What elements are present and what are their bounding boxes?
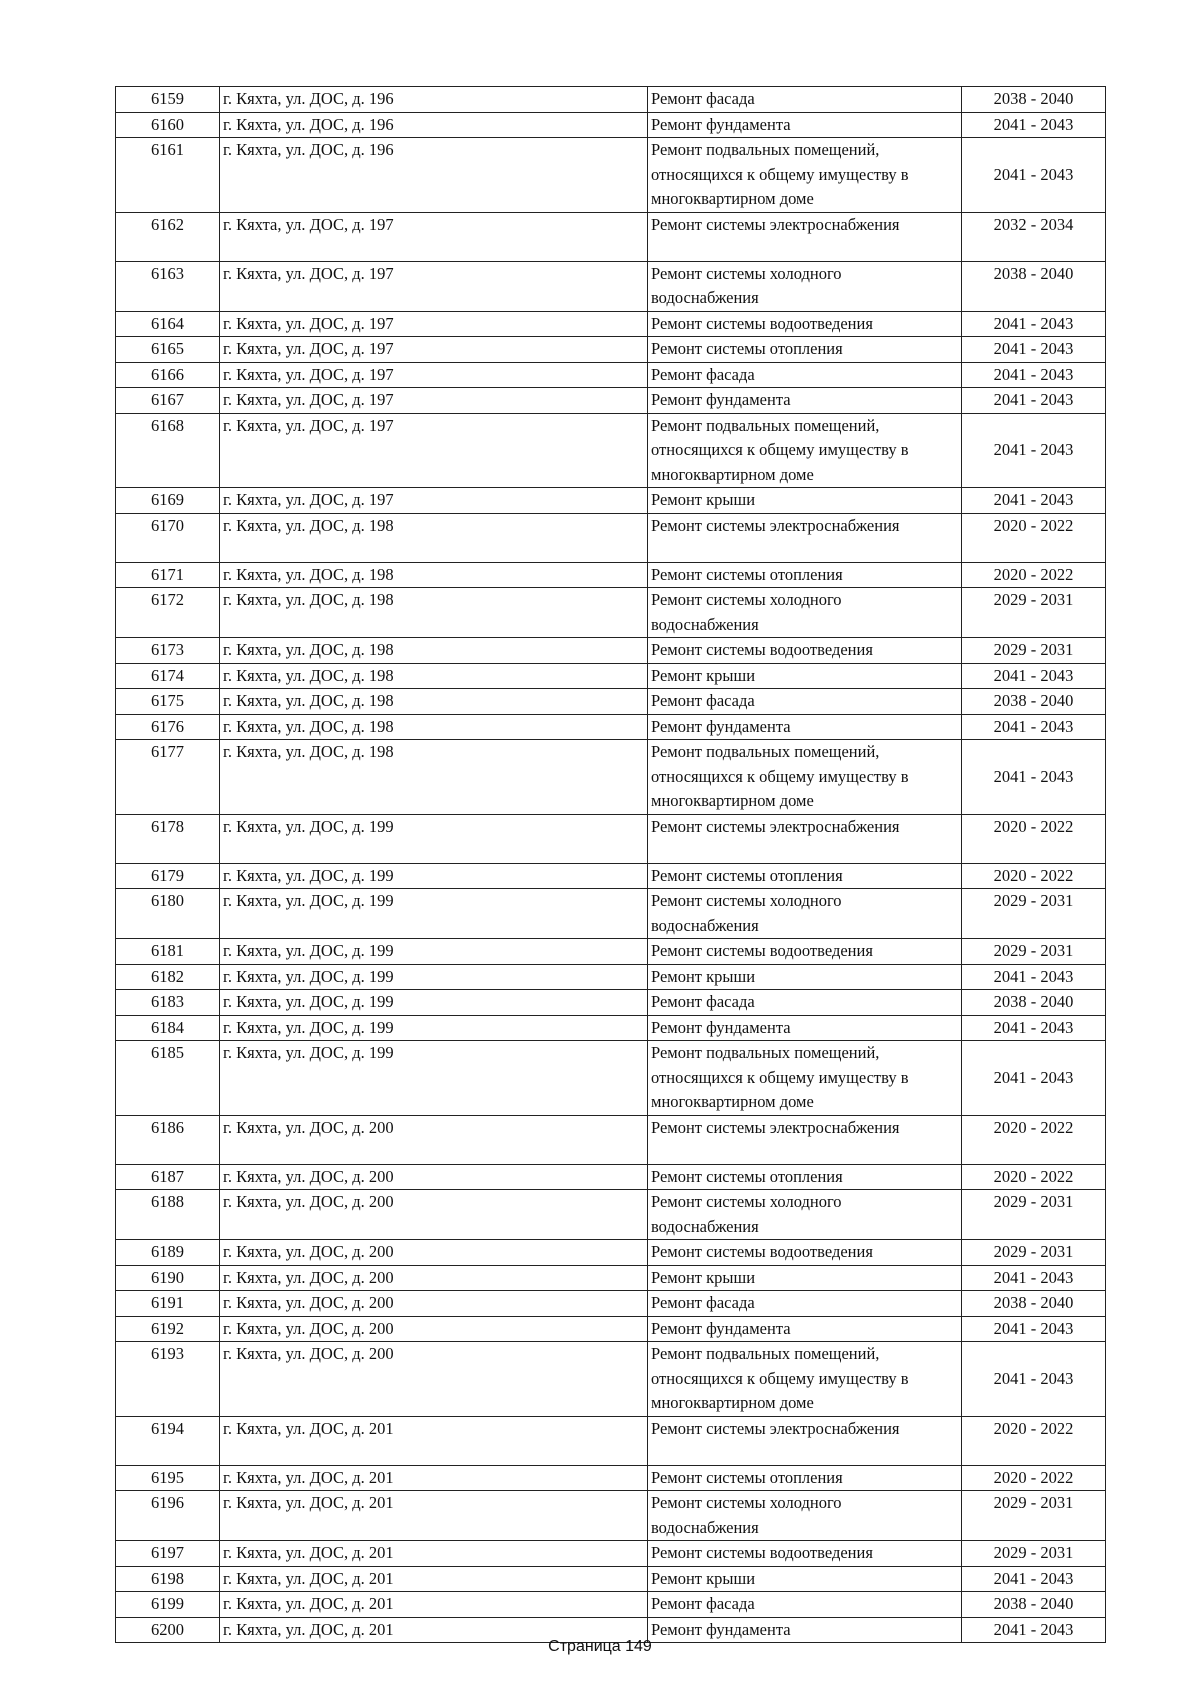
work-type-line: Ремонт системы водоотведения: [651, 640, 873, 659]
row-period: 2038 - 2040: [962, 87, 1106, 113]
row-work-type: [648, 1015, 962, 1041]
row-period: 2038 - 2040: [962, 1291, 1106, 1317]
table-row: [116, 1164, 1106, 1190]
row-work-type: [648, 1041, 962, 1116]
work-type-line: Ремонт крыши: [651, 1267, 756, 1287]
row-address: г. Кяхта, ул. ДОС, д. 200: [220, 1342, 648, 1417]
work-type-line: Ремонт системы водоотведения: [651, 1242, 873, 1261]
work-type-line: водоснабжения: [651, 614, 759, 634]
row-address: г. Кяхта, ул. ДОС, д. 197: [220, 311, 648, 337]
work-type-line: Ремонт системы холодного: [651, 263, 842, 283]
table-row: [116, 964, 1106, 990]
row-address: г. Кяхта, ул. ДОС, д. 196: [220, 112, 648, 138]
row-address: г. Кяхта, ул. ДОС, д. 197: [220, 212, 648, 261]
table-row: [116, 1592, 1106, 1618]
row-address: г. Кяхта, ул. ДОС, д. 200: [220, 1164, 648, 1190]
row-address: г. Кяхта, ул. ДОС, д. 201: [220, 1592, 648, 1618]
table-row: [116, 1491, 1106, 1541]
row-work-type: [648, 1491, 962, 1541]
table-row: [116, 87, 1106, 113]
row-number: 6191: [116, 1291, 220, 1317]
row-period: 2041 - 2043: [962, 964, 1106, 990]
work-type-line: Ремонт системы электроснабжения: [651, 214, 900, 234]
work-type-line: многоквартирном доме: [651, 464, 814, 484]
row-number: 6198: [116, 1566, 220, 1592]
row-period: 2029 - 2031: [962, 939, 1106, 965]
work-type-line: многоквартирном доме: [651, 1092, 814, 1111]
work-type-line: многоквартирном доме: [651, 791, 814, 810]
table-row: [116, 939, 1106, 965]
row-work-type: [648, 261, 962, 311]
row-period: 2041 - 2043: [962, 714, 1106, 740]
work-type-line: Ремонт фундамента: [651, 114, 791, 134]
row-number: 6184: [116, 1015, 220, 1041]
row-work-type: [648, 87, 962, 113]
row-number: 6175: [116, 689, 220, 715]
work-type-line: Ремонт фундамента: [651, 390, 791, 409]
table-row: [116, 562, 1106, 588]
row-number: 6200: [116, 1617, 220, 1643]
row-work-type: [648, 1164, 962, 1190]
row-period: 2041 - 2043: [962, 740, 1106, 815]
row-period: 2041 - 2043: [962, 488, 1106, 514]
table-row: [116, 1342, 1106, 1417]
row-address: г. Кяхта, ул. ДОС, д. 200: [220, 1115, 648, 1164]
work-type-line: Ремонт системы отопления: [651, 339, 843, 358]
row-address: г. Кяхта, ул. ДОС, д. 200: [220, 1291, 648, 1317]
table-row: [116, 1291, 1106, 1317]
row-period: 2041 - 2043: [962, 1566, 1106, 1592]
row-number: 6161: [116, 138, 220, 213]
work-type-line: Ремонт крыши: [651, 665, 756, 685]
row-number: 6162: [116, 212, 220, 261]
work-type-line: Ремонт фундамента: [651, 1017, 791, 1037]
row-work-type: [648, 638, 962, 664]
row-period: 2041 - 2043: [962, 1265, 1106, 1291]
row-address: г. Кяхта, ул. ДОС, д. 198: [220, 562, 648, 588]
row-address: г. Кяхта, ул. ДОС, д. 198: [220, 513, 648, 562]
work-type-line: Ремонт фундамента: [651, 1619, 791, 1639]
row-work-type: [648, 1416, 962, 1465]
work-type-line: Ремонт системы водоотведения: [651, 313, 873, 333]
row-work-type: [648, 1592, 962, 1618]
row-period: 2038 - 2040: [962, 1592, 1106, 1618]
row-work-type: [648, 362, 962, 388]
row-period: 2020 - 2022: [962, 1416, 1106, 1465]
row-address: г. Кяхта, ул. ДОС, д. 200: [220, 1240, 648, 1266]
row-work-type: [648, 1541, 962, 1567]
work-type-line: водоснабжения: [651, 1216, 759, 1236]
table-row: [116, 1316, 1106, 1342]
row-address: г. Кяхта, ул. ДОС, д. 199: [220, 939, 648, 965]
row-number: 6172: [116, 588, 220, 638]
row-period: 2041 - 2043: [962, 337, 1106, 363]
row-period: 2020 - 2022: [962, 814, 1106, 863]
row-period: 2038 - 2040: [962, 261, 1106, 311]
row-address: г. Кяхта, ул. ДОС, д. 199: [220, 964, 648, 990]
row-number: 6188: [116, 1190, 220, 1240]
row-work-type: [648, 388, 962, 414]
row-work-type: [648, 337, 962, 363]
row-period: 2041 - 2043: [962, 663, 1106, 689]
row-period: 2041 - 2043: [962, 311, 1106, 337]
row-work-type: [648, 1115, 962, 1164]
work-type-line: Ремонт системы отопления: [651, 1166, 843, 1186]
table-row: [116, 1416, 1106, 1465]
table-row: [116, 889, 1106, 939]
row-number: 6182: [116, 964, 220, 990]
table-row: [116, 1265, 1106, 1291]
work-type-line: Ремонт системы отопления: [651, 1467, 843, 1487]
row-period: 2041 - 2043: [962, 413, 1106, 488]
row-work-type: [648, 964, 962, 990]
row-period: 2038 - 2040: [962, 689, 1106, 715]
row-number: 6179: [116, 863, 220, 889]
table-row: [116, 814, 1106, 863]
work-type-line: Ремонт фасада: [651, 1293, 755, 1312]
row-work-type: [648, 990, 962, 1016]
table-row: [116, 1541, 1106, 1567]
table-row: [116, 990, 1106, 1016]
row-work-type: [648, 740, 962, 815]
work-type-line: Ремонт системы отопления: [651, 564, 843, 584]
work-type-line: Ремонт подвальных помещений,: [651, 1043, 880, 1062]
row-work-type: [648, 1190, 962, 1240]
row-address: г. Кяхта, ул. ДОС, д. 196: [220, 87, 648, 113]
row-period: 2029 - 2031: [962, 1491, 1106, 1541]
row-address: г. Кяхта, ул. ДОС, д. 201: [220, 1416, 648, 1465]
row-number: 6187: [116, 1164, 220, 1190]
row-number: 6197: [116, 1541, 220, 1567]
work-type-line: Ремонт подвальных помещений,: [651, 1344, 880, 1363]
row-period: 2020 - 2022: [962, 562, 1106, 588]
row-work-type: [648, 513, 962, 562]
row-address: г. Кяхта, ул. ДОС, д. 197: [220, 362, 648, 388]
table-row: [116, 413, 1106, 488]
work-type-line: водоснабжения: [651, 1517, 759, 1537]
table-row: [116, 863, 1106, 889]
table-row: [116, 138, 1106, 213]
row-address: г. Кяхта, ул. ДОС, д. 200: [220, 1190, 648, 1240]
row-work-type: [648, 1316, 962, 1342]
table-row: [116, 261, 1106, 311]
row-work-type: [648, 588, 962, 638]
row-address: г. Кяхта, ул. ДОС, д. 199: [220, 1041, 648, 1116]
work-type-line: относящихся к общему имуществу в: [651, 1067, 909, 1087]
work-type-line: относящихся к общему имуществу в: [651, 766, 909, 786]
row-number: 6168: [116, 413, 220, 488]
row-period: 2020 - 2022: [962, 513, 1106, 562]
work-type-line: Ремонт фундамента: [651, 716, 791, 736]
table-row: [116, 1190, 1106, 1240]
work-type-line: Ремонт системы холодного: [651, 1493, 842, 1512]
row-address: г. Кяхта, ул. ДОС, д. 197: [220, 413, 648, 488]
row-address: г. Кяхта, ул. ДОС, д. 198: [220, 588, 648, 638]
work-type-line: водоснабжения: [651, 915, 759, 935]
row-number: 6164: [116, 311, 220, 337]
page-number: Страница 149: [548, 1638, 652, 1655]
row-period: 2029 - 2031: [962, 1541, 1106, 1567]
work-type-line: Ремонт крыши: [651, 490, 756, 509]
row-number: 6159: [116, 87, 220, 113]
row-period: 2020 - 2022: [962, 1115, 1106, 1164]
table-row: [116, 311, 1106, 337]
row-work-type: [648, 311, 962, 337]
row-number: 6186: [116, 1115, 220, 1164]
row-period: 2041 - 2043: [962, 112, 1106, 138]
row-period: 2029 - 2031: [962, 1240, 1106, 1266]
row-address: г. Кяхта, ул. ДОС, д. 199: [220, 889, 648, 939]
row-address: г. Кяхта, ул. ДОС, д. 201: [220, 1566, 648, 1592]
table-row: [116, 1115, 1106, 1164]
work-type-line: Ремонт системы холодного: [651, 1192, 842, 1211]
row-work-type: [648, 1291, 962, 1317]
repair-schedule-table: [115, 86, 1106, 1643]
row-period: 2029 - 2031: [962, 638, 1106, 664]
row-address: г. Кяхта, ул. ДОС, д. 198: [220, 689, 648, 715]
work-type-line: многоквартирном доме: [651, 1393, 814, 1412]
work-type-line: Ремонт подвальных помещений,: [651, 415, 880, 435]
row-address: г. Кяхта, ул. ДОС, д. 196: [220, 138, 648, 213]
work-type-line: относящихся к общему имуществу в: [651, 164, 909, 184]
row-period: 2020 - 2022: [962, 1465, 1106, 1491]
table-row: [116, 513, 1106, 562]
row-address: г. Кяхта, ул. ДОС, д. 197: [220, 488, 648, 514]
table-row: [116, 337, 1106, 363]
row-number: 6190: [116, 1265, 220, 1291]
work-type-line: Ремонт системы электроснабжения: [651, 1418, 900, 1438]
work-type-line: многоквартирном доме: [651, 189, 814, 208]
row-number: 6163: [116, 261, 220, 311]
work-type-line: Ремонт фасада: [651, 992, 755, 1011]
row-address: г. Кяхта, ул. ДОС, д. 201: [220, 1465, 648, 1491]
work-type-line: водоснабжения: [651, 288, 759, 307]
row-address: г. Кяхта, ул. ДОС, д. 198: [220, 638, 648, 664]
row-work-type: [648, 863, 962, 889]
row-period: 2029 - 2031: [962, 1190, 1106, 1240]
work-type-line: Ремонт системы холодного: [651, 590, 842, 609]
row-address: г. Кяхта, ул. ДОС, д. 198: [220, 740, 648, 815]
row-period: 2041 - 2043: [962, 138, 1106, 213]
row-number: 6177: [116, 740, 220, 815]
row-address: г. Кяхта, ул. ДОС, д. 197: [220, 388, 648, 414]
row-period: 2020 - 2022: [962, 1164, 1106, 1190]
row-period: 2041 - 2043: [962, 1342, 1106, 1417]
row-period: 2029 - 2031: [962, 889, 1106, 939]
table-row: [116, 663, 1106, 689]
row-address: г. Кяхта, ул. ДОС, д. 199: [220, 990, 648, 1016]
work-type-line: Ремонт системы электроснабжения: [651, 816, 900, 836]
row-number: 6160: [116, 112, 220, 138]
row-number: 6166: [116, 362, 220, 388]
work-type-line: Ремонт фасада: [651, 89, 755, 108]
row-number: 6195: [116, 1465, 220, 1491]
row-number: 6165: [116, 337, 220, 363]
row-work-type: [648, 663, 962, 689]
row-number: 6194: [116, 1416, 220, 1465]
row-number: 6167: [116, 388, 220, 414]
work-type-line: Ремонт крыши: [651, 966, 756, 986]
table-row: [116, 488, 1106, 514]
row-number: 6196: [116, 1491, 220, 1541]
row-work-type: [648, 1265, 962, 1291]
row-work-type: [648, 1566, 962, 1592]
row-number: 6199: [116, 1592, 220, 1618]
row-work-type: [648, 413, 962, 488]
work-type-line: Ремонт фасада: [651, 691, 755, 710]
work-type-line: Ремонт крыши: [651, 1568, 756, 1588]
row-number: 6171: [116, 562, 220, 588]
work-type-line: Ремонт системы холодного: [651, 891, 842, 910]
table-row: [116, 1240, 1106, 1266]
row-work-type: [648, 1465, 962, 1491]
row-address: г. Кяхта, ул. ДОС, д. 197: [220, 261, 648, 311]
work-type-line: Ремонт системы электроснабжения: [651, 1117, 900, 1137]
row-address: г. Кяхта, ул. ДОС, д. 200: [220, 1316, 648, 1342]
row-number: 6189: [116, 1240, 220, 1266]
table-row: [116, 1566, 1106, 1592]
row-work-type: [648, 562, 962, 588]
row-work-type: [648, 112, 962, 138]
row-period: 2041 - 2043: [962, 1041, 1106, 1116]
row-period: 2041 - 2043: [962, 1316, 1106, 1342]
row-number: 6193: [116, 1342, 220, 1417]
row-period: 2041 - 2043: [962, 388, 1106, 414]
work-type-line: Ремонт системы водоотведения: [651, 1543, 873, 1562]
table-row: [116, 388, 1106, 414]
row-period: 2020 - 2022: [962, 863, 1106, 889]
row-number: 6180: [116, 889, 220, 939]
row-work-type: [648, 1342, 962, 1417]
table-row: [116, 212, 1106, 261]
row-number: 6173: [116, 638, 220, 664]
table-row: [116, 1465, 1106, 1491]
work-type-line: относящихся к общему имуществу в: [651, 440, 909, 459]
table-row: [116, 638, 1106, 664]
row-address: г. Кяхта, ул. ДОС, д. 197: [220, 337, 648, 363]
table-row: [116, 112, 1106, 138]
row-number: 6178: [116, 814, 220, 863]
row-number: 6169: [116, 488, 220, 514]
row-number: 6174: [116, 663, 220, 689]
row-number: 6170: [116, 513, 220, 562]
work-type-line: относящихся к общему имуществу в: [651, 1368, 909, 1388]
row-work-type: [648, 689, 962, 715]
row-period: 2029 - 2031: [962, 588, 1106, 638]
table-row: [116, 362, 1106, 388]
row-number: 6183: [116, 990, 220, 1016]
work-type-line: Ремонт подвальных помещений,: [651, 742, 880, 761]
row-number: 6185: [116, 1041, 220, 1116]
work-type-line: Ремонт фасада: [651, 1594, 755, 1613]
work-type-line: Ремонт фасада: [651, 364, 755, 384]
row-work-type: [648, 814, 962, 863]
table-row: [116, 1041, 1106, 1116]
row-number: 6181: [116, 939, 220, 965]
table-row: [116, 740, 1106, 815]
table-row: [116, 714, 1106, 740]
row-address: г. Кяхта, ул. ДОС, д. 199: [220, 863, 648, 889]
row-work-type: [648, 889, 962, 939]
row-address: г. Кяхта, ул. ДОС, д. 201: [220, 1617, 648, 1643]
row-period: 2038 - 2040: [962, 990, 1106, 1016]
table-row: [116, 588, 1106, 638]
row-work-type: [648, 138, 962, 213]
row-period: 2041 - 2043: [962, 1617, 1106, 1643]
work-type-line: Ремонт фундамента: [651, 1318, 791, 1338]
row-address: г. Кяхта, ул. ДОС, д. 198: [220, 714, 648, 740]
row-address: г. Кяхта, ул. ДОС, д. 198: [220, 663, 648, 689]
row-address: г. Кяхта, ул. ДОС, д. 199: [220, 814, 648, 863]
row-period: 2041 - 2043: [962, 1015, 1106, 1041]
work-type-line: Ремонт системы электроснабжения: [651, 515, 900, 535]
table-row: [116, 1015, 1106, 1041]
row-work-type: [648, 714, 962, 740]
row-period: 2041 - 2043: [962, 362, 1106, 388]
row-address: г. Кяхта, ул. ДОС, д. 201: [220, 1541, 648, 1567]
row-address: г. Кяхта, ул. ДОС, д. 200: [220, 1265, 648, 1291]
row-work-type: [648, 488, 962, 514]
work-type-line: Ремонт системы отопления: [651, 865, 843, 885]
work-type-line: Ремонт подвальных помещений,: [651, 140, 880, 159]
table-row: [116, 689, 1106, 715]
row-work-type: [648, 939, 962, 965]
work-type-line: Ремонт системы водоотведения: [651, 941, 873, 960]
row-work-type: [648, 212, 962, 261]
row-address: г. Кяхта, ул. ДОС, д. 201: [220, 1491, 648, 1541]
row-work-type: [648, 1240, 962, 1266]
row-period: 2032 - 2034: [962, 212, 1106, 261]
table-body: [116, 87, 1106, 1643]
row-number: 6176: [116, 714, 220, 740]
row-address: г. Кяхта, ул. ДОС, д. 199: [220, 1015, 648, 1041]
row-number: 6192: [116, 1316, 220, 1342]
